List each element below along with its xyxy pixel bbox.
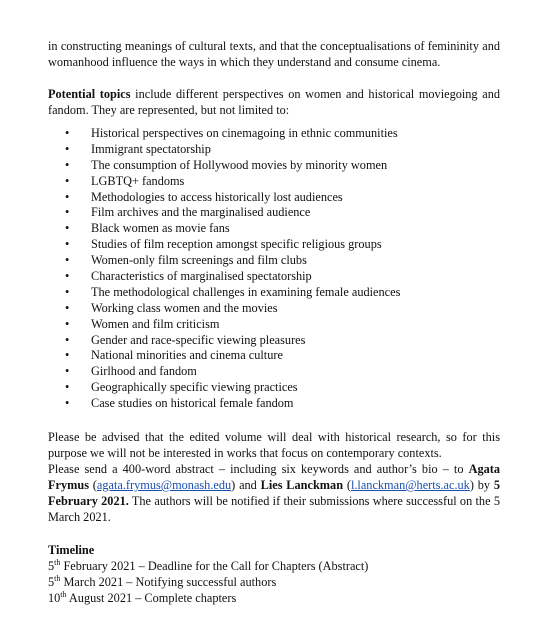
bullet-icon: • — [65, 141, 70, 156]
bullet-icon: • — [65, 396, 70, 411]
timeline-day: 5 — [48, 559, 55, 574]
timeline-day: 10 — [48, 591, 61, 606]
submission-text: ) by — [469, 478, 494, 493]
list-item — [48, 142, 500, 158]
bullet-icon: • — [65, 364, 70, 379]
abstract-deadline: 5 February 2021. — [48, 478, 500, 509]
list-item — [48, 158, 500, 174]
editor-name-1: Agata Frymus — [48, 462, 500, 493]
bullet-icon: • — [65, 189, 70, 204]
topic-text: Geographically specific viewing practices — [91, 380, 298, 395]
topic-text: Studies of film reception amongst specific religious groups — [91, 237, 382, 252]
topics-list — [48, 126, 500, 412]
paren-open: ( — [89, 478, 97, 493]
topic-text: Immigrant spectatorship — [91, 141, 211, 156]
list-item — [48, 396, 500, 412]
topic-text: The consumption of Hollywood movies by minority women — [91, 157, 388, 172]
timeline-item — [48, 558, 500, 574]
topic-text: Film archives and the marginalised audience — [91, 205, 311, 220]
topic-text: Women and film criticism — [91, 316, 220, 331]
topic-text: Case studies on historical female fandom — [91, 396, 294, 411]
list-item — [48, 364, 500, 380]
topic-text: Characteristics of marginalised spectatorship — [91, 269, 312, 284]
timeline-ordinal: th — [54, 557, 61, 567]
timeline-text: March 2021 – Notifying successful authors — [60, 575, 277, 590]
bullet-icon: • — [65, 284, 70, 299]
topic-text: Methodologies to access historically lost audiences — [91, 189, 343, 204]
paren-open: ( — [343, 478, 351, 493]
list-item — [48, 126, 500, 142]
spacer — [48, 525, 500, 542]
list-item — [48, 380, 500, 396]
timeline-ordinal: th — [60, 589, 67, 599]
topics-intro-text: include different perspectives on women and historical moviegoing and fandom. They are represented, but not limited to: — [48, 87, 500, 117]
bullet-icon: • — [65, 348, 70, 363]
timeline-text: February 2021 – Deadline for the Call for Chapters (Abstract) — [60, 559, 369, 574]
topics-intro-paragraph — [48, 86, 500, 118]
bullet-icon: • — [65, 205, 70, 220]
timeline-ordinal: th — [54, 573, 61, 583]
topic-text: Women-only film screenings and film clubs — [91, 253, 307, 268]
list-item — [48, 348, 500, 364]
bullet-icon: • — [65, 126, 70, 140]
topic-text: Historical perspectives on cinemagoing in ethnic communities — [91, 126, 398, 140]
topics-heading: Potential topics — [48, 87, 131, 101]
topic-text: Gender and race-specific viewing pleasures — [91, 332, 306, 347]
timeline-item — [48, 574, 500, 590]
spacer — [48, 412, 500, 429]
list-item — [48, 333, 500, 349]
submission-paragraph — [48, 461, 500, 525]
topic-text: Girlhood and fandom — [91, 364, 197, 379]
editor-name-2: Lies Lanckman — [260, 478, 344, 493]
bullet-icon: • — [65, 237, 70, 252]
topic-text: LGBTQ+ fandoms — [91, 173, 185, 188]
timeline-text: August 2021 – Complete chapters — [66, 591, 237, 606]
list-item — [48, 253, 500, 269]
submission-text: ) and — [231, 478, 261, 493]
spacer — [48, 70, 500, 86]
list-item — [48, 269, 500, 285]
email-link-2[interactable]: l.lanckman@herts.ac.uk — [350, 478, 470, 493]
bullet-icon: • — [65, 316, 70, 331]
list-item — [48, 301, 500, 317]
document-page — [48, 38, 500, 606]
bullet-icon: • — [65, 332, 70, 347]
topic-text: Working class women and the movies — [91, 300, 278, 315]
timeline-heading-text: Timeline — [48, 543, 95, 558]
bullet-icon: • — [65, 221, 70, 236]
email-link-1[interactable]: agata.frymus@monash.edu — [96, 478, 232, 493]
timeline-heading — [48, 542, 500, 558]
bullet-icon: • — [65, 173, 70, 188]
topic-text: The methodological challenges in examining female audiences — [91, 284, 401, 299]
bullet-icon: • — [65, 300, 70, 315]
list-item — [48, 285, 500, 301]
topic-text: National minorities and cinema culture — [91, 348, 283, 363]
submission-text: Please send a 400-word abstract – including six keywords and author’s bio – to — [48, 462, 469, 477]
timeline-item — [48, 590, 500, 606]
bullet-icon: • — [65, 269, 70, 284]
topic-text: Black women as movie fans — [91, 221, 230, 236]
list-item — [48, 317, 500, 333]
intro-paragraph: in constructing meanings of cultural texts, and that the conceptualisations of femininity and womanhood influence the ways in which they understand and consume cinema. — [48, 39, 500, 69]
list-item — [48, 174, 500, 190]
bullet-icon: • — [65, 253, 70, 268]
list-item — [48, 205, 500, 221]
list-item — [48, 237, 500, 253]
bullet-icon: • — [65, 157, 70, 172]
list-item — [48, 221, 500, 237]
advice-paragraph: Please be advised that the edited volume will deal with historical research, so for this purpose we will not be interested in works that focus on contemporary contexts. — [48, 430, 500, 461]
list-item — [48, 190, 500, 206]
timeline-day: 5 — [48, 575, 55, 590]
bullet-icon: • — [65, 380, 70, 395]
submission-text: The authors will be notified if their submissions where successful on the 5 March 2021. — [48, 494, 500, 525]
